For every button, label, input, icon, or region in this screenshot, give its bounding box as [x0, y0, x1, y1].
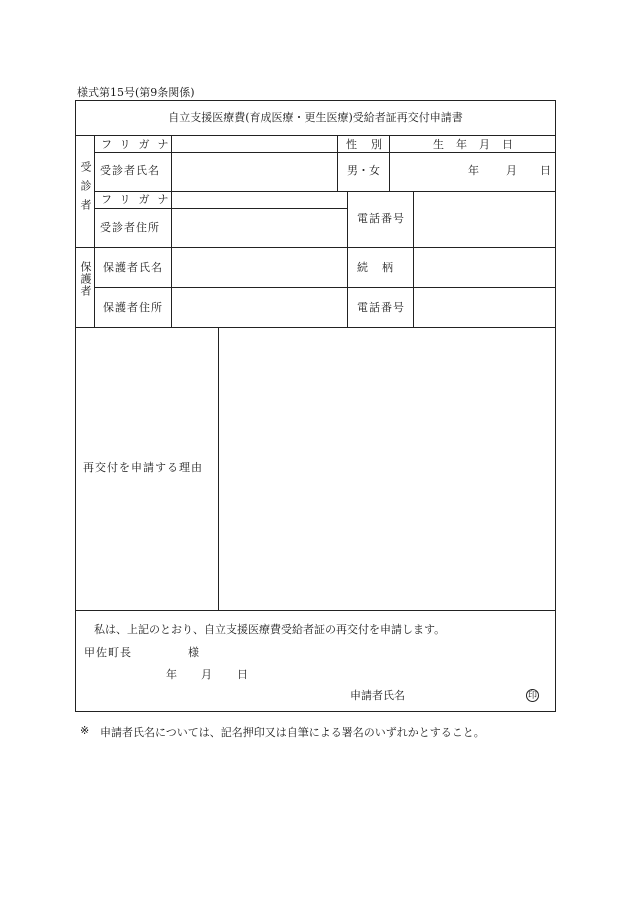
- date-day-unit: 日: [237, 668, 248, 681]
- patient-section-label: 受診者: [79, 161, 92, 218]
- birth-month-unit: 月: [506, 164, 517, 177]
- declaration-text: 私は、上記のとおり、自立支援医療費受給者証の再交付を申請します。: [94, 623, 446, 636]
- date-month-unit: 月: [201, 668, 212, 681]
- patient-address-label: 受診者住所: [100, 221, 160, 234]
- rule-name-bottom: [94, 191, 555, 192]
- rule-reason-col: [218, 327, 219, 610]
- rule-sex-left: [337, 135, 338, 191]
- application-form: [75, 100, 556, 712]
- birth-year-unit: 年: [468, 164, 479, 177]
- applicant-name-label: 申請者氏名: [350, 689, 405, 702]
- rule-patient-bottom: [76, 247, 555, 248]
- birth-day-unit: 日: [540, 164, 551, 177]
- sex-value: 男・女: [347, 164, 380, 177]
- addressee-suffix: 様: [188, 646, 199, 659]
- patient-furigana2-label: フリガナ: [101, 193, 177, 206]
- rule-phone-right: [413, 191, 414, 327]
- reason-label: 再交付を申請する理由: [83, 461, 203, 474]
- birth-date-label: 生年月日: [433, 138, 525, 151]
- rule-label-col: [171, 135, 172, 327]
- sex-label: 性別: [346, 138, 396, 151]
- patient-phone-label: 電話番号: [357, 212, 405, 225]
- date-year-unit: 年: [166, 668, 177, 681]
- patient-name-label: 受診者氏名: [100, 164, 160, 177]
- rule-reason-bottom: [76, 610, 555, 611]
- rule-title-bottom: [76, 135, 555, 136]
- patient-furigana-label: フリガナ: [101, 138, 177, 151]
- rule-furigana-bottom: [94, 152, 555, 153]
- rule-furigana2-bottom: [94, 208, 347, 209]
- guardian-phone-label: 電話番号: [357, 301, 405, 314]
- guardian-address-label: 保護者住所: [103, 301, 163, 314]
- footnote-mark: ※: [80, 724, 90, 737]
- guardian-name-label: 保護者氏名: [103, 261, 163, 274]
- rule-address-right: [347, 191, 348, 327]
- rule-guardian-mid: [94, 287, 555, 288]
- form-title: 自立支援医療費(育成医療・更生医療)受給者証再交付申請書: [168, 111, 463, 124]
- rule-guardian-bottom: [76, 327, 555, 328]
- footnote-text: 申請者氏名については、記名押印又は自筆による署名のいずれかとすること。: [100, 726, 485, 739]
- form-number: 様式第15号(第9条関係): [77, 86, 195, 99]
- addressee: 甲佐町長: [84, 646, 132, 659]
- guardian-section-label: 保護者: [79, 261, 92, 297]
- guardian-relation-label: 続柄: [357, 261, 407, 274]
- rule-section-label-col: [94, 135, 95, 327]
- seal-mark: 印: [527, 691, 537, 701]
